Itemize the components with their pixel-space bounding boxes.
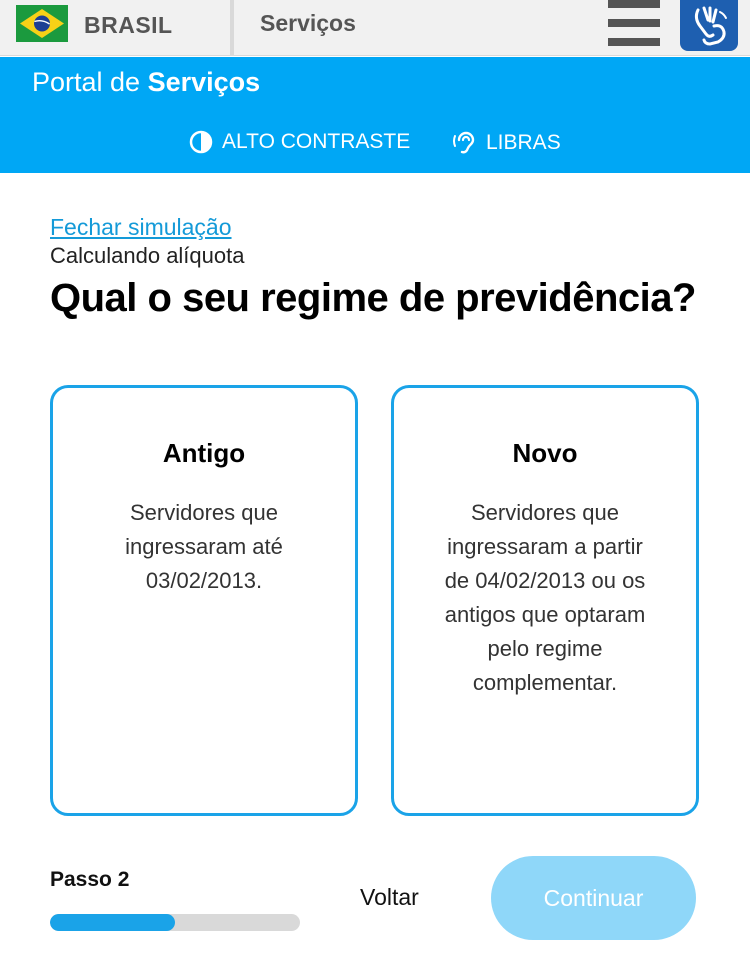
portal-header (0, 57, 750, 173)
close-simulation-link[interactable]: Fechar simulação (50, 214, 232, 240)
portal-title[interactable] (32, 67, 260, 98)
contrast-icon (189, 130, 213, 154)
continue-button[interactable]: Continuar (491, 856, 696, 940)
libras-label: LIBRAS (486, 131, 561, 154)
progress-fill (50, 914, 175, 931)
gov-top-bar (0, 0, 750, 56)
option-card-antigo[interactable] (50, 385, 358, 816)
back-button[interactable]: Voltar (360, 884, 419, 910)
high-contrast-label: ALTO CONTRASTE (222, 130, 411, 153)
option-card-novo[interactable] (391, 385, 699, 816)
option-title: Antigo (162, 438, 246, 468)
govbar-divider (230, 0, 234, 56)
vlibras-button[interactable] (680, 0, 738, 51)
page-title: Qual o seu regime de previdência? (50, 276, 696, 320)
ear-icon (453, 130, 477, 156)
option-title: Novo (512, 438, 578, 468)
option-description: Servidores que ingressaram até 03/02/2013. (125, 500, 283, 593)
step-label: Passo 2 (50, 868, 130, 891)
portal-title-prefix: Portal de (32, 67, 148, 97)
step-progress-bar (50, 914, 300, 931)
vlibras-hands-icon (680, 0, 738, 51)
brazil-flag-icon[interactable] (16, 5, 68, 42)
services-label[interactable]: Serviços (260, 10, 356, 36)
libras-toggle[interactable] (453, 130, 561, 156)
portal-title-bold: Serviços (147, 67, 261, 97)
hamburger-menu-icon[interactable] (608, 0, 660, 48)
country-label[interactable]: BRASIL (84, 12, 173, 38)
high-contrast-toggle[interactable] (189, 130, 410, 154)
option-description: Servidores que ingressaram a partir de 04/02/2013 ou os antigos que optaram pelo regime complementar. (444, 500, 646, 695)
simulation-subtitle: Calculando alíquota (50, 243, 245, 268)
